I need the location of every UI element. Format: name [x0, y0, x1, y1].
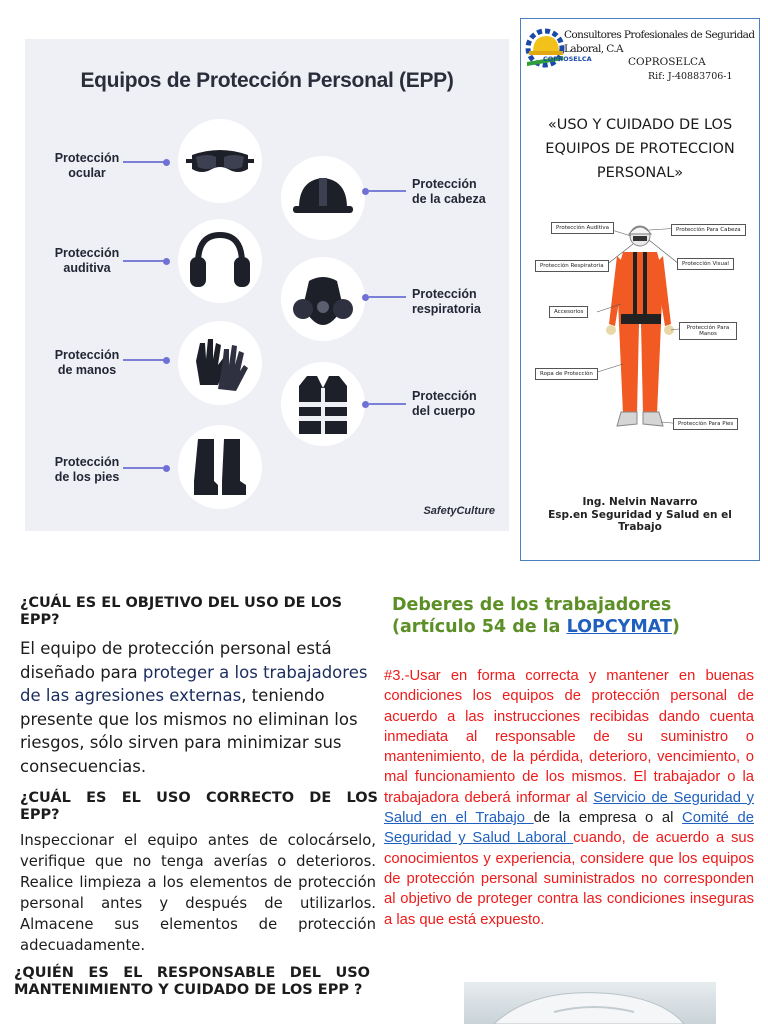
figure-label: Ropa de Protección — [535, 368, 598, 380]
label-proteccion-ocular: Protección ocular — [54, 151, 120, 180]
connector-dot — [163, 465, 170, 472]
comite-seguridad-link[interactable]: Comité de Seguridad y Salud Laboral — [384, 810, 754, 847]
cover-card — [520, 18, 760, 561]
goggles-icon — [178, 119, 262, 203]
uso-correcto-heading: ¿CUÁL ES EL USO CORRECTO DE LOS EPP? — [20, 790, 378, 823]
responsable-heading: ¿QUIÉN ES EL RESPONSABLE DEL USO MANTENIMIENTO Y CUIDADO DE LOS EPP ? — [14, 965, 370, 998]
deberes-heading: Deberes de los trabajadores (artículo 54 de la LOPCYMAT) — [392, 595, 680, 637]
connector-line — [123, 161, 165, 163]
safetyculture-logo: SafetyCulture — [423, 505, 495, 517]
coproselca-logo-icon — [523, 24, 567, 76]
figure-label: Protección Para Pies — [673, 418, 738, 430]
label-proteccion-manos: Protección de manos — [54, 348, 120, 377]
figure-label: Protección Auditiva — [551, 222, 614, 234]
infographic-title: Equipos de Protección Personal (EPP) — [80, 69, 454, 92]
connector-line — [123, 467, 165, 469]
label-proteccion-cabeza: Protección de la cabeza — [412, 177, 486, 206]
lopcymat-link[interactable]: LOPCYMAT — [566, 617, 672, 637]
respirator-icon — [281, 257, 365, 341]
objetivo-heading: ¿CUÁL ES EL OBJETIVO DEL USO DE LOS EPP? — [20, 595, 343, 628]
author-block: Ing. Nelvin Navarro Esp.en Seguridad y Salud en el Trabajo — [548, 496, 732, 533]
figure-label: Protección Para Cabeza — [671, 224, 746, 236]
figure-label: Protección Visual — [677, 258, 734, 270]
label-proteccion-pies: Protección de los pies — [54, 455, 120, 484]
connector-line — [368, 296, 406, 298]
gloves-icon — [178, 321, 262, 405]
label-proteccion-auditiva: Protección auditiva — [54, 246, 120, 275]
label-proteccion-respiratoria: Protección respiratoria — [412, 287, 481, 316]
epp-infographic — [25, 39, 509, 531]
uso-correcto-paragraph: Inspeccionar el equipo antes de colocárselo, verifique que no tenga averías o deterioros. Realice limpieza a los elementos de protección personal antes y después de utilizarlos. Almacene sus elementos de protección adecuadamente. — [20, 832, 376, 954]
cover-title: «USO Y CUIDADO DE LOS EQUIPOS DE PROTECCION PERSONAL» — [545, 117, 735, 181]
vest-icon — [281, 362, 365, 446]
earmuffs-icon — [178, 219, 262, 303]
objetivo-paragraph: El equipo de protección personal está diseñado para proteger a los trabajadores de las agresiones externas, teniendo presente que los mismos no eliminan los riesgos, sólo sirven para minimizar sus consecuencias. — [20, 639, 368, 776]
connector-line — [368, 403, 406, 405]
figure-label: Accesorios — [549, 306, 588, 318]
figure-label: Protección Para Manos — [679, 322, 737, 340]
label-proteccion-cuerpo: Protección del cuerpo — [412, 389, 477, 418]
connector-line — [123, 260, 165, 262]
connector-dot — [163, 159, 170, 166]
servicio-seguridad-link[interactable]: Servicio de Seguridad y Salud en el Trabajo — [384, 789, 754, 827]
company-header: Consultores Profesionales de Seguridad Laboral, C.A COPROSELCA Rif: J-40883706-1 — [564, 29, 755, 82]
connector-dot — [163, 357, 170, 364]
boots-icon — [178, 425, 262, 509]
connector-line — [123, 359, 165, 361]
deberes-paragraph: #3.-Usar en forma correcta y mantener en buenas condiciones los equipos de protección personal de acuerdo a las instrucciones recibidas dando cuenta inmediata al responsable de su suministro o mantenimiento, de la pérdida, deterioro, vencimiento, o mal funcionamiento de los mismos. El trabajador o la trabajadora deberá informar al Servicio de Seguridad y Salud en el Trabajo de la empresa o al Comité de Seguridad y Salud Laboral cuando, de acuerdo a sus conocimientos y experiencia, considere que los equipos de protección personal suministrados no corresponden al objetivo de proteger contra las condiciones inseguras a las que está expuesto. — [384, 668, 754, 928]
mask-photo — [464, 982, 716, 1024]
hardhat-icon — [281, 156, 365, 240]
figure-label: Protección Respiratoria — [535, 260, 609, 272]
connector-dot — [163, 258, 170, 265]
logo-brand: COPROSELCA — [543, 55, 592, 63]
connector-line — [368, 190, 406, 192]
